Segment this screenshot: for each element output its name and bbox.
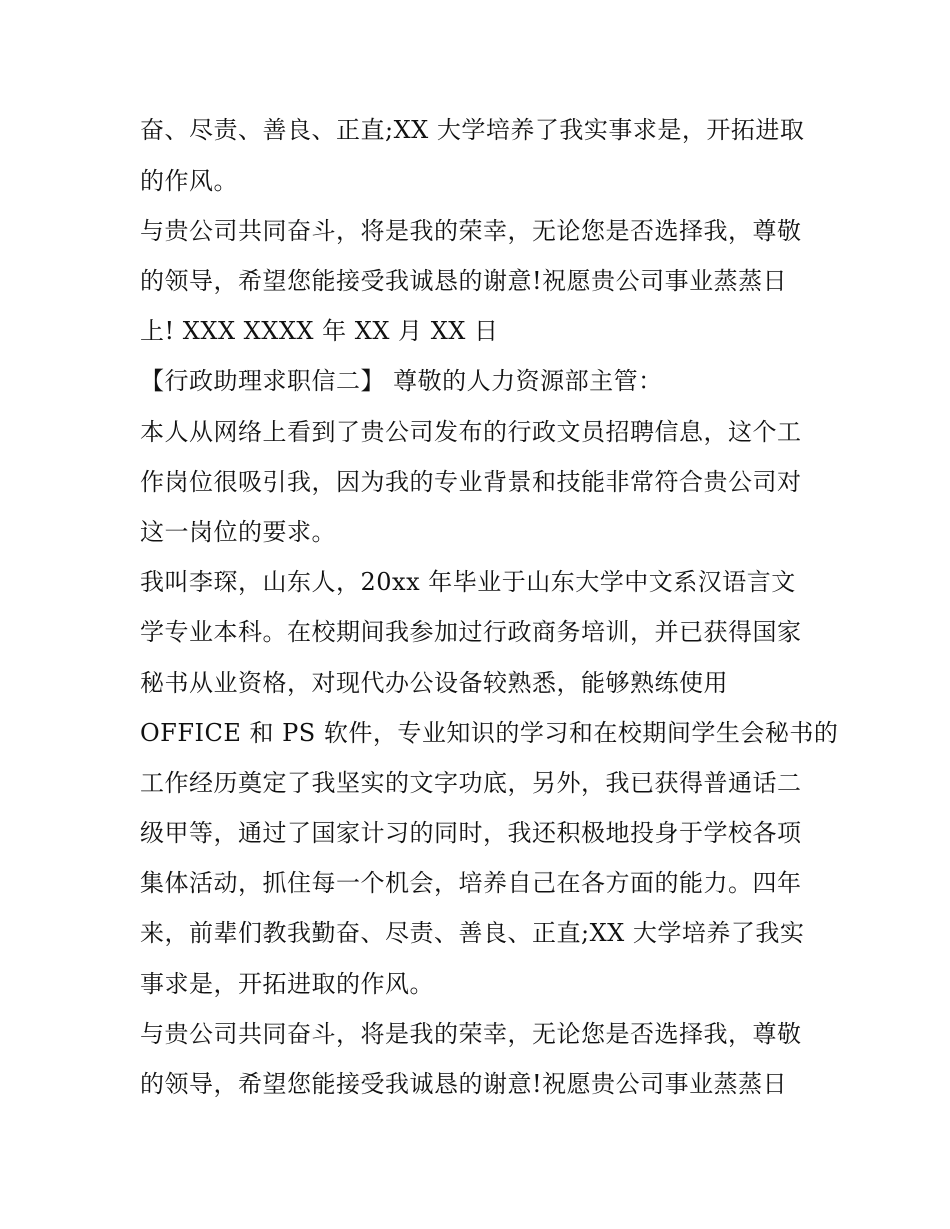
text-line: 上! XXX XXXX 年 XX 月 XX 日 [140, 317, 499, 345]
text-line: 秘书从业资格，对现代办公设备较熟悉，能够熟练使用 [140, 669, 728, 697]
text-line: 的领导，希望您能接受我诚恳的谢意!祝愿贵公司事业蒸蒸日 [140, 267, 788, 295]
section-heading: 【行政助理求职信二】 尊敬的人力资源部主管： [140, 367, 663, 395]
text-line: 本人从网络上看到了贵公司发布的行政文员招聘信息，这个工 [140, 418, 802, 446]
text-line: 的作风。 [140, 167, 238, 195]
text-line: 这一岗位的要求。 [140, 518, 336, 546]
text-line: 与贵公司共同奋斗，将是我的荣幸，无论您是否选择我，尊敬 [140, 1020, 802, 1048]
text-line: 与贵公司共同奋斗，将是我的荣幸，无论您是否选择我，尊敬 [140, 217, 802, 245]
text-line: 集体活动，抓住每一个机会，培养自己在各方面的能力。四年 [140, 869, 802, 897]
text-line: 事求是，开拓进取的作风。 [140, 970, 434, 998]
text-line: 奋、尽责、善良、正直;XX 大学培养了我实事求是，开拓进取 [140, 116, 805, 144]
text-line: 工作经历奠定了我坚实的文字功底，另外，我已获得普通话二 [140, 769, 802, 797]
text-line: 学专业本科。在校期间我参加过行政商务培训，并已获得国家 [140, 618, 802, 646]
text-line: 作岗位很吸引我，因为我的专业背景和技能非常符合贵公司对 [140, 468, 802, 496]
text-line: 的领导，希望您能接受我诚恳的谢意!祝愿贵公司事业蒸蒸日 [140, 1070, 788, 1098]
text-line: OFFICE 和 PS 软件，专业知识的学习和在校期间学生会秘书的 [140, 719, 839, 747]
text-line: 来，前辈们教我勤奋、尽责、善良、正直;XX 大学培养了我实 [140, 919, 805, 947]
text-line: 我叫李琛，山东人，20xx 年毕业于山东大学中文系汉语言文 [140, 568, 796, 596]
text-line: 级甲等，通过了国家计习的同时，我还积极地投身于学校各项 [140, 819, 802, 847]
